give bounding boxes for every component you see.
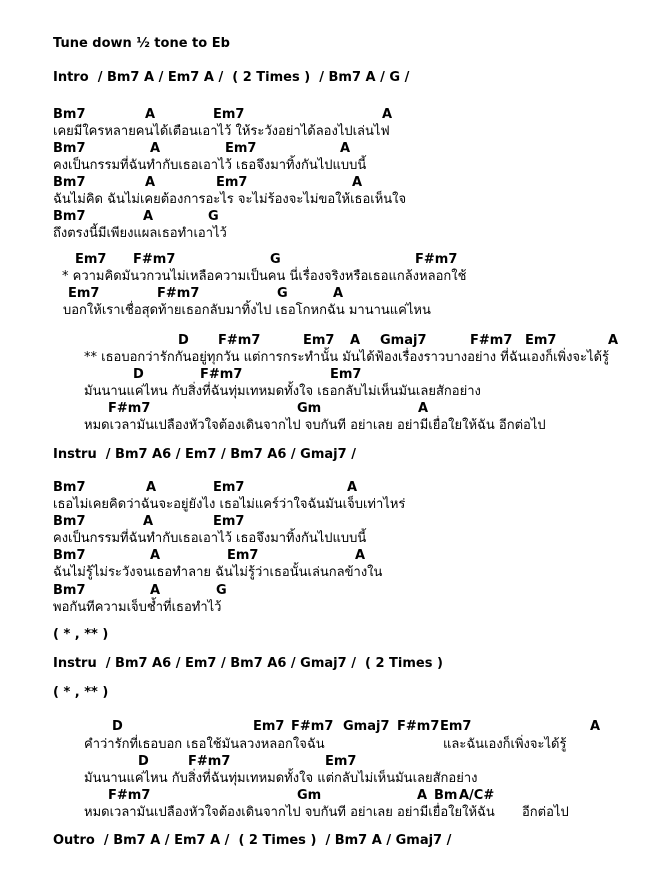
chorus-chords-2 xyxy=(0,367,666,384)
verse1-lyric-4 xyxy=(0,226,666,243)
verse2-lyric-4 xyxy=(0,600,666,617)
final-chorus-chords-3 xyxy=(0,788,666,805)
chord: G xyxy=(208,209,219,224)
chord: A xyxy=(590,719,601,734)
text-segment: Outro / Bm7 A / Em7 A / ( 2 Times ) / Bm7 A / Gmaj7 / xyxy=(53,833,452,848)
chord: A xyxy=(145,175,156,190)
text-segment: อีกต่อไป xyxy=(522,805,569,820)
chord: A/C# xyxy=(459,788,495,803)
chord: F#m7 xyxy=(200,367,243,382)
text-segment: ถึงตรงนี้มีเพียงแผลเธอทำเอาไว้ xyxy=(53,226,227,241)
chord: F#m7 xyxy=(188,754,231,769)
prechorus-chords-2 xyxy=(0,286,666,303)
chord: Bm7 xyxy=(53,583,86,598)
chord: Bm7 xyxy=(53,175,86,190)
chord: Bm7 xyxy=(53,514,86,529)
text-segment: เธอไม่เคยคิดว่าฉันจะอยู่ยังไง เธอไม่แคร์ว่าใจฉันมันเจ็บเท่าไหร่ xyxy=(53,497,406,512)
chord: Em7 xyxy=(213,107,245,122)
text-segment: เคยมีใครหลายคนได้เตือนเอาไว้ ให้ระวังอย่าได้ลองไปเล่นไฟ xyxy=(53,124,390,139)
chorus-chords-3 xyxy=(0,401,666,418)
chord: Bm7 xyxy=(53,548,86,563)
verse2-chords-2 xyxy=(0,514,666,531)
verse1-chords-3 xyxy=(0,175,666,192)
chord: Em7 xyxy=(68,286,100,301)
verse1-chords-1 xyxy=(0,107,666,124)
chord: F#m7 xyxy=(108,401,151,416)
recall-line-1 xyxy=(0,627,666,644)
text-segment: ** เธอบอกว่ารักกันอยู่ทุกวัน แต่การกระทำนั้น มันได้ฟ้องเรื่องราวบางอย่าง ที่ฉันเองก็เพิ่งจะได้รู้ xyxy=(84,350,609,365)
chord: Gm xyxy=(297,401,322,416)
chord: A xyxy=(333,286,344,301)
chord: A xyxy=(608,333,619,348)
chord: F#m7 xyxy=(108,788,151,803)
chord: A xyxy=(355,548,366,563)
text-segment: ( * , ** ) xyxy=(53,685,109,700)
verse2-chords-4 xyxy=(0,583,666,600)
text-segment: คงเป็นกรรมที่ฉันทำกับเธอเอาไว้ เธอจึงมาทิ้งกันไปแบบนี้ xyxy=(53,158,367,173)
chord: Em7 xyxy=(75,252,107,267)
chord: G xyxy=(270,252,281,267)
chord: F#m7 xyxy=(157,286,200,301)
text-segment: Instru / Bm7 A6 / Em7 / Bm7 A6 / Gmaj7 / ( 2 Times ) xyxy=(53,656,443,671)
chord: G xyxy=(277,286,288,301)
verse1-lyric-3 xyxy=(0,192,666,209)
chord: Gmaj7 xyxy=(343,719,390,734)
chord: Bm7 xyxy=(53,209,86,224)
text-segment: หมดเวลามันเปลืองหัวใจต้องเดินจากไป จบกันที อย่าเลย อย่ามีเยื่อใยให้ฉัน อีกต่อไป xyxy=(84,418,546,433)
chord: Bm7 xyxy=(53,107,86,122)
chorus-chords-1 xyxy=(0,333,666,350)
chord: D xyxy=(133,367,144,382)
chord: A xyxy=(150,548,161,563)
chord: Em7 xyxy=(440,719,472,734)
final-chorus-chords-2 xyxy=(0,754,666,771)
chorus-lyric-1 xyxy=(0,350,666,367)
chord: Em7 xyxy=(303,333,335,348)
text-segment: Tune down ½ tone to Eb xyxy=(53,36,230,51)
chord: A xyxy=(143,514,154,529)
text-segment: คำว่ารักที่เธอบอก เธอใช้มันลวงหลอกใจฉัน xyxy=(84,737,325,752)
chord: Em7 xyxy=(216,175,248,190)
chord: D xyxy=(178,333,189,348)
verse2-chords-3 xyxy=(0,548,666,565)
chord: A xyxy=(145,107,156,122)
outro-line xyxy=(0,833,666,850)
text-segment: บอกให้เราเชื่อสุดท้ายเธอกลับมาทิ้งไป เธอโกหกฉัน มานานแค่ไหน xyxy=(63,303,431,318)
chord: Bm7 xyxy=(53,480,86,495)
verse1-chords-2 xyxy=(0,141,666,158)
verse2-lyric-1 xyxy=(0,497,666,514)
verse1-lyric-1 xyxy=(0,124,666,141)
chord: F#m7 xyxy=(218,333,261,348)
tuning-note xyxy=(0,36,666,53)
chord: G xyxy=(216,583,227,598)
chord: F#m7 xyxy=(291,719,334,734)
chord: F#m7 xyxy=(415,252,458,267)
chorus-lyric-2 xyxy=(0,384,666,401)
final-chorus-lyric-3 xyxy=(0,805,666,822)
final-chorus-chords-1 xyxy=(0,719,666,736)
text-segment: Intro / Bm7 A / Em7 A / ( 2 Times ) / Bm7 A / G / xyxy=(53,70,410,85)
text-segment: มันนานแค่ไหน กับสิ่งที่ฉันทุ่มเทหมดทั้งใจ แต่กลับไม่เห็นมันเลยสักอย่าง xyxy=(84,771,478,786)
chord: Em7 xyxy=(225,141,257,156)
chord: Em7 xyxy=(213,480,245,495)
chord: Em7 xyxy=(227,548,259,563)
verse2-lyric-2 xyxy=(0,531,666,548)
final-chorus-lyric-1 xyxy=(0,737,666,754)
chord: A xyxy=(418,401,429,416)
chord: Em7 xyxy=(213,514,245,529)
chord: Em7 xyxy=(253,719,285,734)
chord: Em7 xyxy=(525,333,557,348)
prechorus-lyric-2 xyxy=(0,303,666,320)
chord: A xyxy=(417,788,428,803)
chord: Em7 xyxy=(330,367,362,382)
final-chorus-lyric-2 xyxy=(0,771,666,788)
text-segment: หมดเวลามันเปลืองหัวใจต้องเดินจากไป จบกันที อย่าเลย อย่ามีเยื่อใยให้ฉัน xyxy=(84,805,495,820)
chord: Em7 xyxy=(325,754,357,769)
text-segment: คงเป็นกรรมที่ฉันทำกับเธอเอาไว้ เธอจึงมาทิ้งกันไปแบบนี้ xyxy=(53,531,367,546)
verse1-chords-4 xyxy=(0,209,666,226)
chord: A xyxy=(150,141,161,156)
chord: A xyxy=(352,175,363,190)
chord: A xyxy=(347,480,358,495)
instru-line xyxy=(0,447,666,464)
chord: D xyxy=(138,754,149,769)
chord: A xyxy=(146,480,157,495)
text-segment: ฉันไม่รู้ไม่ระวังจนเธอทำลาย ฉันไม่รู้ว่าเธอนั้นเล่นกลข้างใน xyxy=(53,565,383,580)
chord: Gm xyxy=(297,788,322,803)
chord: A xyxy=(150,583,161,598)
text-segment: * ความคิดมันวกวนไม่เหลือความเป็นคน นี่เรื่องจริงหรือเธอแกล้งหลอกใช้ xyxy=(62,269,467,284)
chord: F#m7 xyxy=(133,252,176,267)
chord: A xyxy=(350,333,361,348)
chord: D xyxy=(112,719,123,734)
chord: Bm7 xyxy=(53,141,86,156)
prechorus-lyric-1 xyxy=(0,269,666,286)
chord: F#m7 xyxy=(470,333,513,348)
prechorus-chords-1 xyxy=(0,252,666,269)
verse2-lyric-3 xyxy=(0,565,666,582)
text-segment: และฉันเองก็เพิ่งจะได้รู้ xyxy=(443,737,567,752)
instru-repeat-line xyxy=(0,656,666,673)
chord: A xyxy=(143,209,154,224)
chord: A xyxy=(382,107,393,122)
chord: A xyxy=(340,141,351,156)
verse1-lyric-2 xyxy=(0,158,666,175)
text-segment: Instru / Bm7 A6 / Em7 / Bm7 A6 / Gmaj7 / xyxy=(53,447,356,462)
chorus-lyric-3 xyxy=(0,418,666,435)
intro-line xyxy=(0,70,666,87)
text-segment: พอกันทีความเจ็บช้ำที่เธอทำไว้ xyxy=(53,600,222,615)
text-segment: ฉันไม่คิด ฉันไม่เคยต้องการอะไร จะไม่ร้องจะไม่ขอให้เธอเห็นใจ xyxy=(53,192,407,207)
verse2-chords-1 xyxy=(0,480,666,497)
recall-line-2 xyxy=(0,685,666,702)
chord: Gmaj7 xyxy=(380,333,427,348)
text-segment: มันนานแค่ไหน กับสิ่งที่ฉันทุ่มเทหมดทั้งใจ เธอกลับไม่เห็นมันเลยสักอย่าง xyxy=(84,384,481,399)
chord: Bm xyxy=(434,788,458,803)
chord: F#m7 xyxy=(397,719,440,734)
text-segment: ( * , ** ) xyxy=(53,627,109,642)
